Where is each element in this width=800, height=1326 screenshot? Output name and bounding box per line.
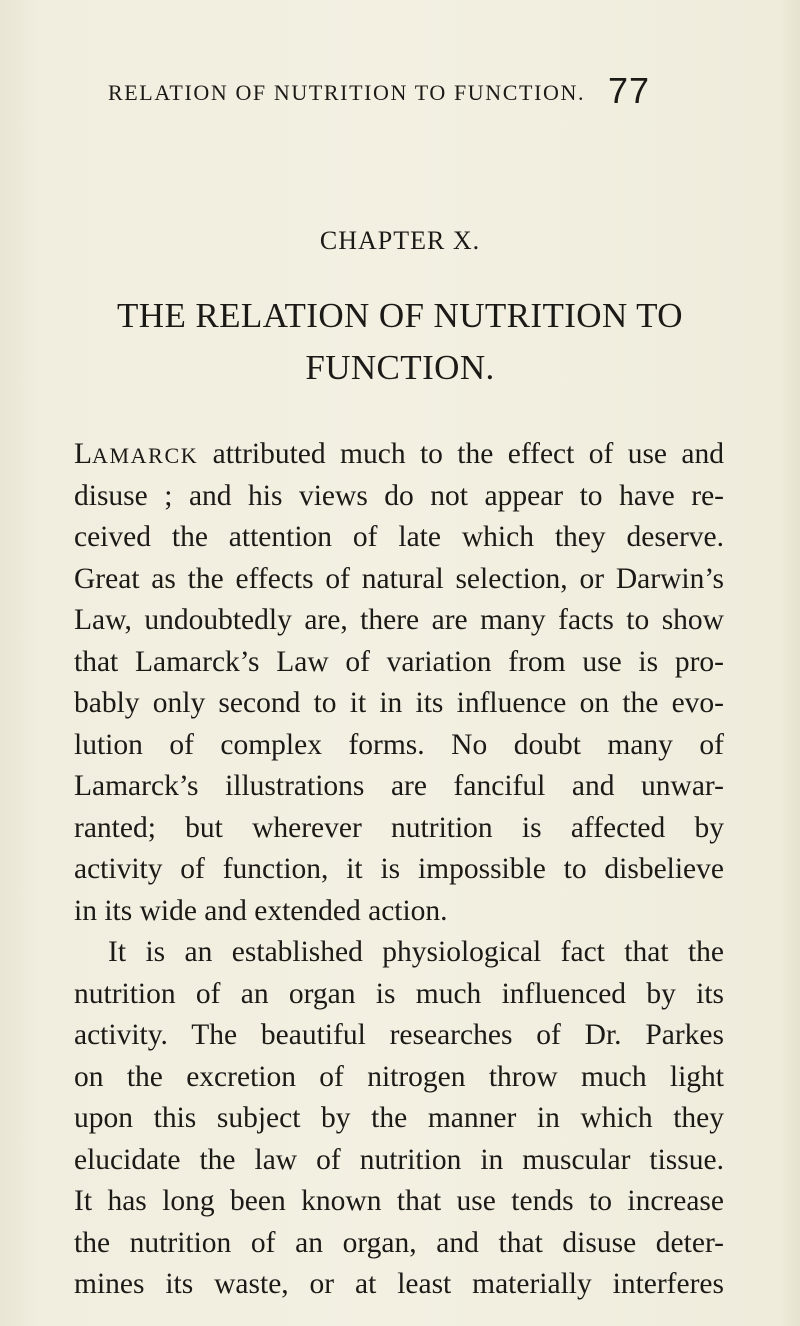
text-line: upon this subject by the manner in which they (74, 1102, 724, 1134)
text-line: on the excretion of nitrogen throw much light (74, 1060, 724, 1093)
text-line: It is an established physiological fact that the (108, 936, 724, 968)
text-line: lution of complex forms. No doubt many of (74, 728, 724, 761)
text-line-content: attributed much to the effect of use and (198, 438, 724, 470)
text-line: activity of function, it is impossible to disbelieve (74, 853, 724, 885)
body-text (74, 434, 724, 1306)
text-line: elucidate the law of nutrition in muscular tissue. (74, 1143, 724, 1176)
text-line: bably only second to it in its influence on the evo- (74, 687, 724, 719)
chapter-title (100, 290, 700, 394)
text-line: nutrition of an organ is much influenced by its (74, 977, 724, 1010)
text-line: that Lamarck’s Law of variation from use is pro- (74, 645, 724, 678)
running-head (108, 70, 656, 110)
chapter-title-line-1: THE RELATION OF NUTRITION TO (117, 296, 683, 335)
page-number: 77 (607, 70, 650, 111)
text-line: ranted; but wherever nutrition is affected by (74, 811, 724, 844)
chapter-label: CHAPTER X. (319, 226, 481, 255)
text-line: Lamarck’s illustrations are fanciful and unwar- (74, 770, 724, 802)
text-line: activity. The beautiful researches of Dr. Parkes (74, 1019, 724, 1051)
text-line: Law, undoubtedly are, there are many facts to show (74, 604, 724, 636)
text-line (74, 434, 724, 476)
text-line: disuse ; and his views do not appear to have re- (74, 479, 724, 512)
text-line: ceived the attention of late which they deserve. (74, 521, 724, 553)
text-line: It has long been known that use tends to increase (74, 1185, 724, 1217)
lead-initial: L (74, 438, 93, 470)
text-line: mines its waste, or at least materially interferes (74, 1268, 724, 1300)
lead-smallcaps: AMARCK (92, 443, 199, 468)
text-line: Great as the effects of natural selection, or Darwin’s (74, 562, 724, 595)
text-line: the nutrition of an organ, and that disuse deter- (74, 1226, 724, 1259)
chapter-title-line-2: FUNCTION. (305, 348, 495, 387)
text-line: in its wide and extended action. (74, 894, 448, 927)
running-title: RELATION OF NUTRITION TO FUNCTION. (108, 80, 586, 105)
